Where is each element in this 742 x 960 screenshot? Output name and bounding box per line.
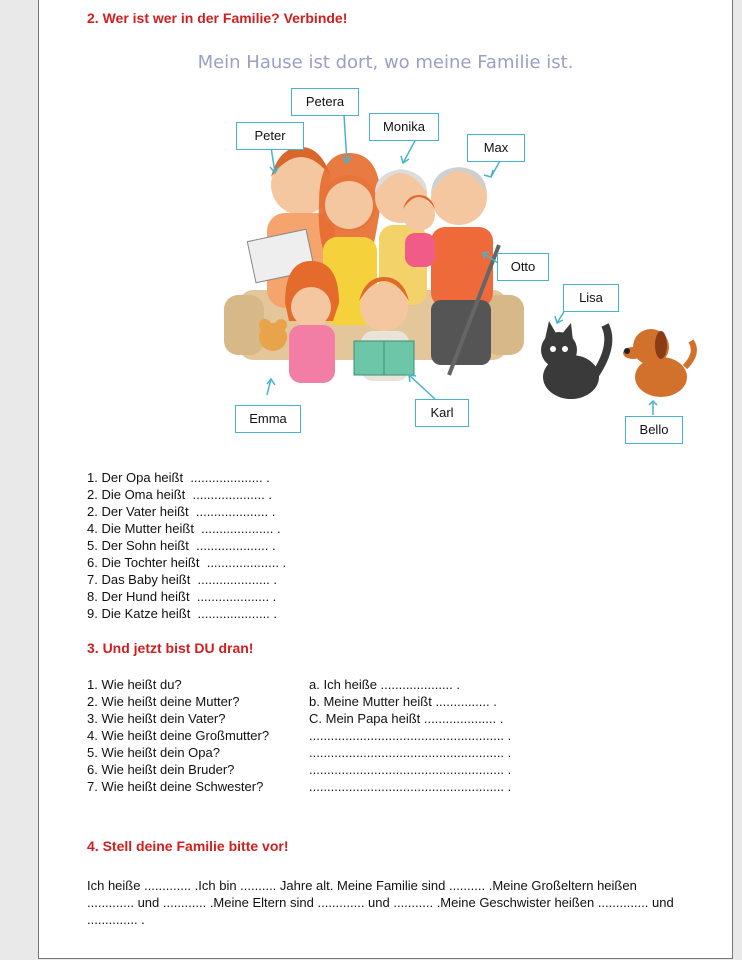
name-label-otto: Otto	[497, 253, 549, 281]
name-label-emma: Emma	[235, 405, 301, 433]
worksheet-page	[38, 0, 733, 959]
section-3-question: 4. Wie heißt deine Großmutter?	[87, 728, 270, 743]
section-2-question: 2. Die Oma heißt .................... .	[87, 487, 272, 502]
section-2-question: 8. Der Hund heißt .................... .	[87, 589, 277, 604]
name-label-petera: Petera	[291, 88, 359, 116]
section-2-question: 1. Der Opa heißt .................... .	[87, 470, 270, 485]
section-3-answer: ...................................................... .	[309, 745, 512, 760]
section-3-question: 7. Wie heißt deine Schwester?	[87, 779, 264, 794]
section-2-question: 6. Die Tochter heißt .................... .	[87, 555, 287, 570]
section-3-question: 2. Wie heißt deine Mutter?	[87, 694, 240, 709]
section-2-question: 4. Die Mutter heißt .................... .	[87, 521, 281, 536]
section-2-question: 2. Der Vater heißt .................... .	[87, 504, 276, 519]
section-3-answer: C. Mein Papa heißt .................... .	[309, 711, 504, 726]
section-2-question: 5. Der Sohn heißt .................... .	[87, 538, 276, 553]
section-3-answer: ...................................................... .	[309, 728, 512, 743]
motto-text: Mein Hause ist dort, wo meine Familie ist.	[197, 52, 574, 73]
section-3-question: 5. Wie heißt dein Opa?	[87, 745, 220, 760]
section-2-title: 2. Wer ist wer in der Familie? Verbinde!	[87, 10, 348, 26]
section-3-answer: a. Ich heiße .................... .	[309, 677, 460, 692]
name-label-monika: Monika	[369, 113, 439, 141]
section-4-paragraph: Ich heiße ............. .Ich bin .......... Jahre alt. Meine Familie sind .......... .Meine Großeltern heißen ............. und ............ .Meine Eltern sind ............. und ........... .Meine Geschwister heißen .............. und .............. .	[87, 878, 674, 927]
section-3-answer: ...................................................... .	[309, 762, 512, 777]
name-label-max: Max	[467, 134, 525, 162]
section-2-question: 9. Die Katze heißt .................... .	[87, 606, 278, 621]
name-label-peter: Peter	[236, 122, 304, 150]
section-3-question: 3. Wie heißt dein Vater?	[87, 711, 226, 726]
section-3-question: 6. Wie heißt dein Bruder?	[87, 762, 235, 777]
section-2-question: 7. Das Baby heißt .................... .	[87, 572, 278, 587]
name-label-lisa: Lisa	[563, 284, 619, 312]
name-label-bello: Bello	[625, 416, 683, 444]
section-3-answer: b. Meine Mutter heißt ............... .	[309, 694, 497, 709]
section-4-title: 4. Stell deine Familie bitte vor!	[87, 838, 289, 854]
section-3-title: 3. Und jetzt bist DU dran!	[87, 640, 254, 656]
section-3-question: 1. Wie heißt du?	[87, 677, 182, 692]
section-3-answer: ...................................................... .	[309, 779, 512, 794]
name-label-karl: Karl	[415, 399, 469, 427]
